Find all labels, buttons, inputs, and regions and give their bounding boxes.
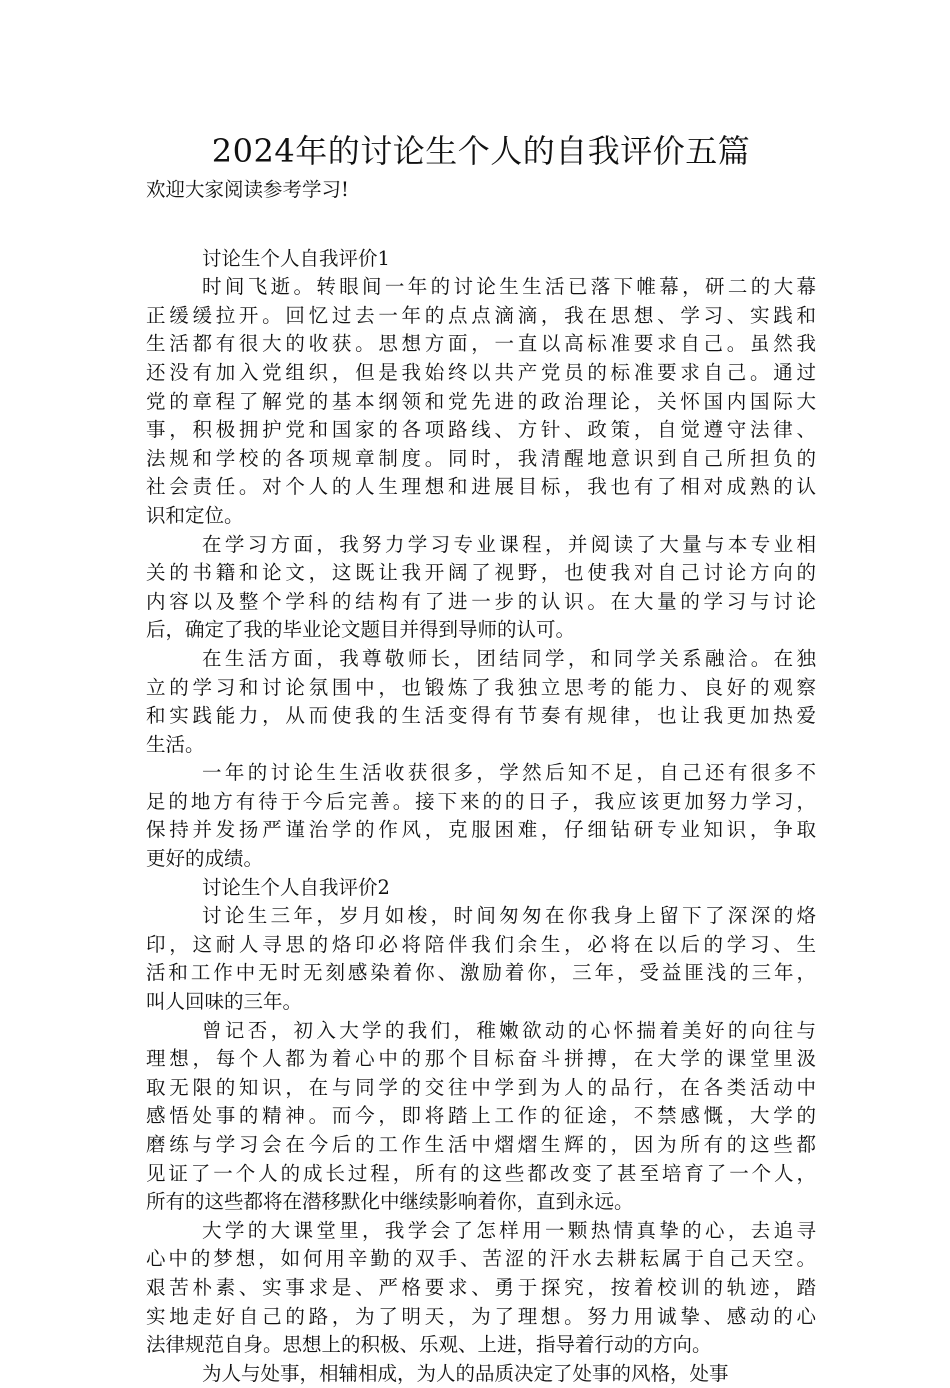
document-body <box>146 245 816 1388</box>
paragraph-line: 内容以及整个学科的结构有了进一步的认识。在大量的学习与讨论 <box>146 589 816 613</box>
paragraph-line: 叫人回味的三年。 <box>146 990 303 1014</box>
paragraph-line: 后，确定了我的毕业论文题目并得到导师的认可。 <box>146 618 576 642</box>
paragraph-line: 法律规范自身。思想上的积极、乐观、上进，指导着行动的方向。 <box>146 1333 712 1357</box>
paragraph-line: 为人与处事，相辅相成，为人的品质决定了处事的风格，处事 <box>202 1361 729 1385</box>
section-heading: 讨论生个人自我评价1 <box>202 246 390 270</box>
paragraph-line: 见证了一个人的成长过程，所有的这些都改变了甚至培育了一个人， <box>146 1161 816 1185</box>
intro-text: 欢迎大家阅读参考学习! <box>146 178 349 201</box>
paragraph-line: 感悟处事的精神。而今，即将踏上工作的征途，不禁感慨，大学的 <box>146 1104 816 1128</box>
paragraph-line: 更好的成绩。 <box>146 847 264 871</box>
paragraph-line: 关的书籍和论文，这既让我开阔了视野，也使我对自己讨论方向的 <box>146 561 816 585</box>
paragraph-line: 在生活方面，我尊敬师长，团结同学，和同学关系融洽。在独 <box>202 646 816 670</box>
paragraph-line: 大学的大课堂里，我学会了怎样用一颗热情真挚的心，去追寻 <box>202 1218 816 1242</box>
paragraph-line: 时间飞逝。转眼间一年的讨论生生活已落下帷幕，研二的大幕 <box>202 275 816 299</box>
paragraph-line: 磨练与学习会在今后的工作生活中熠熠生辉的，因为所有的这些都 <box>146 1133 816 1156</box>
paragraph-line: 所有的这些都将在潜移默化中继续影响着你，直到永远。 <box>146 1190 634 1214</box>
paragraph-line: 一年的讨论生生活收获很多，学然后知不足，自己还有很多不 <box>202 761 816 785</box>
paragraph-line: 事，积极拥护党和国家的各项路线、方针、政策，自觉遵守法律、 <box>146 418 816 442</box>
paragraph-line: 讨论生三年，岁月如梭，时间匆匆在你我身上留下了深深的烙 <box>202 904 816 928</box>
paragraph-line: 印，这耐人寻思的烙印必将陪伴我们余生，必将在以后的学习、生 <box>146 932 816 956</box>
paragraph-line: 正缓缓拉开。回忆过去一年的点点滴滴，我在思想、学习、实践和 <box>146 303 816 327</box>
paragraph-line: 识和定位。 <box>146 503 244 527</box>
spacer <box>146 205 816 245</box>
paragraph-line: 取无限的知识，在与同学的交往中学到为人的品行，在各类活动中 <box>146 1075 816 1099</box>
body-paragraph <box>146 759 816 873</box>
paragraph-line: 还没有加入党组织，但是我始终以共产党员的标准要求自己。通过 <box>146 360 816 384</box>
document-page <box>146 126 816 1388</box>
paragraph-line: 实地走好自己的路，为了明天，为了理想。努力用诚挚、感动的心 <box>146 1304 816 1328</box>
body-paragraph <box>146 1017 816 1217</box>
section-heading: 讨论生个人自我评价2 <box>202 875 390 899</box>
paragraph-line: 法规和学校的各项规章制度。同时，我清醒地意识到自己所担负的 <box>146 446 816 470</box>
paragraph-line: 活和工作中无时无刻感染着你、激励着你，三年，受益匪浅的三年， <box>146 961 816 985</box>
paragraph-line: 理想，每个人都为着心中的那个目标奋斗拼搏，在大学的课堂里汲 <box>146 1047 816 1071</box>
paragraph-line: 生活。 <box>146 732 205 756</box>
paragraph-line: 足的地方有待于今后完善。接下来的的日子，我应该更加努力学习， <box>146 789 816 813</box>
paragraph-line: 党的章程了解党的基本纲领和党先进的政治理论，关怀国内国际大 <box>146 389 816 413</box>
document-title: 2024年的讨论生个人的自我评价五篇 <box>211 132 751 170</box>
body-paragraph <box>146 1360 816 1388</box>
body-paragraph <box>146 902 816 1016</box>
paragraph-line: 生活都有很大的收获。思想方面，一直以高标准要求自己。虽然我 <box>146 332 816 356</box>
paragraph-line: 立的学习和讨论氛围中，也锻炼了我独立思考的能力、良好的观察 <box>146 675 816 699</box>
body-paragraph <box>146 531 816 645</box>
paragraph-line: 心中的梦想，如何用辛勤的双手、苦涩的汗水去耕耘属于自己天空。 <box>146 1247 816 1271</box>
paragraph-line: 艰苦朴素、实事求是、严格要求、勇于探究，按着校训的轨迹，踏 <box>146 1275 816 1299</box>
body-paragraph <box>146 645 816 759</box>
paragraph-line: 社会责任。对个人的人生理想和进展目标，我也有了相对成熟的认 <box>146 475 816 499</box>
paragraph-line: 和实践能力，从而使我的生活变得有节奏有规律，也让我更加热爱 <box>146 704 816 728</box>
body-paragraph <box>146 1217 816 1360</box>
paragraph-line: 保持并发扬严谨治学的作风，克服困难，仔细钻研专业知识，争取 <box>146 818 816 842</box>
body-paragraph <box>146 273 816 530</box>
paragraph-line: 在学习方面，我努力学习专业课程，并阅读了大量与本专业相 <box>202 532 816 556</box>
paragraph-line: 曾记否，初入大学的我们，稚嫩欲动的心怀揣着美好的向往与 <box>202 1018 816 1042</box>
